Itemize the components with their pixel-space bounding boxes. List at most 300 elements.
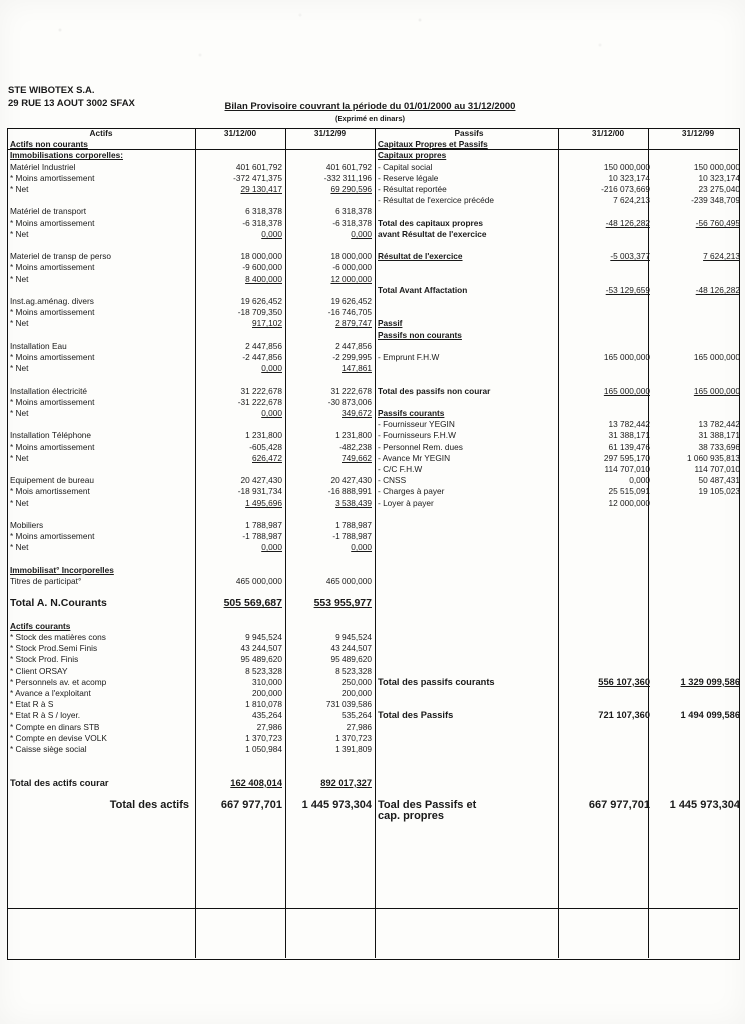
passifs-value-2: [653, 610, 743, 621]
passifs-value-1: 556 107,360: [598, 676, 650, 687]
table-row: [7, 733, 743, 744]
actifs-label: * Stock Prod.Semi Finis: [10, 643, 98, 654]
header-actifs-col2: 31/12/99: [313, 128, 347, 138]
passifs-value-2: 150 000,000: [693, 161, 740, 172]
passifs-value-2: 31 388,171: [698, 430, 740, 441]
passifs-label: [375, 688, 563, 699]
passifs-value-1: [563, 733, 653, 744]
passifs-value-1: [563, 565, 653, 576]
passifs-value-1: -216 073,669: [601, 184, 650, 195]
actifs-value-2: 20 427,430: [330, 475, 372, 486]
passifs-label: - Emprunt F.H.W: [378, 352, 440, 363]
actifs-value-1: 2 447,856: [245, 340, 282, 351]
passifs-value-1: 721 107,360: [598, 710, 650, 721]
passifs-value-1: [563, 274, 653, 285]
passifs-label: [375, 363, 563, 374]
passifs-label: [375, 654, 563, 665]
actifs-label: Installation Eau: [10, 340, 67, 351]
actifs-value-2: 0,000: [351, 228, 372, 239]
passifs-label: [375, 509, 563, 520]
actifs-value-1: 27,986: [256, 721, 282, 732]
actifs-value-2: 31 222,678: [330, 385, 372, 396]
header-passifs-col2: 31/12/99: [681, 128, 715, 138]
actifs-value-1: 8 400,000: [245, 273, 282, 284]
company-address: 29 RUE 13 AOUT 3002 SFAX: [8, 98, 135, 109]
actifs-value-1: 310,000: [252, 676, 282, 687]
table-row: [7, 352, 743, 363]
passifs-label: Total des passifs courants: [378, 676, 495, 687]
passifs-value-1: [563, 598, 653, 609]
passifs-value-2: [653, 341, 743, 352]
actifs-value-1: 0,000: [261, 363, 282, 374]
passifs-value-2: [653, 778, 743, 789]
passifs-value-2: [653, 139, 743, 150]
passifs-value-2: 7 624,213: [703, 251, 740, 262]
actifs-value-1: 0,000: [261, 542, 282, 553]
actifs-value-2: 892 017,327: [320, 777, 372, 788]
table-row: [7, 218, 743, 229]
passifs-value-2: 10 323,174: [698, 172, 740, 183]
actifs-value-2: -6 000,000: [332, 262, 372, 273]
passifs-total-label-line1: Toal des Passifs et: [378, 799, 477, 812]
actifs-value-2: [285, 554, 375, 565]
actifs-value-2: -332 311,196: [323, 172, 372, 183]
passifs-value-2: 1 329 099,586: [680, 676, 740, 687]
actifs-value-2: -16 746,705: [327, 307, 372, 318]
passifs-value-1: [563, 318, 653, 329]
passifs-value-2: [653, 755, 743, 766]
passifs-value-2: [653, 699, 743, 710]
passifs-value-1: 7 624,213: [613, 195, 650, 206]
actifs-value-1: [195, 150, 285, 161]
actifs-label: Actifs non courants: [10, 139, 88, 150]
actifs-value-2: 731 039,586: [325, 699, 372, 710]
actifs-value-1: 9 945,524: [245, 632, 282, 643]
actifs-label: * Net: [10, 228, 29, 239]
passifs-label: Total des Passifs: [378, 710, 454, 721]
passifs-value-2: [653, 206, 743, 217]
actifs-label: [7, 374, 195, 385]
passifs-label: [375, 722, 563, 733]
table-row: [7, 632, 743, 643]
actifs-label: * Caisse siège social: [10, 744, 87, 755]
table-row: [7, 386, 743, 397]
actifs-value-2: 0,000: [351, 542, 372, 553]
passifs-value-2: -48 126,282: [695, 284, 740, 295]
actifs-value-2: [285, 240, 375, 251]
actifs-label: [7, 509, 195, 520]
passifs-label: - Capital social: [378, 161, 433, 172]
table-row: [7, 173, 743, 184]
passifs-label: - CNSS: [378, 475, 407, 486]
actifs-label: * Etat R à S / loyer.: [10, 710, 81, 721]
actifs-value-1: [195, 374, 285, 385]
passifs-label: [375, 733, 563, 744]
passifs-label: [375, 610, 563, 621]
passifs-label: [375, 531, 563, 542]
passifs-label: Capitaux Propres et Passifs: [378, 139, 488, 150]
actifs-value-2: 69 290,596: [330, 184, 372, 195]
actifs-value-1: 401 601,792: [235, 161, 282, 172]
passifs-value-1: -5 003,377: [610, 251, 650, 262]
actifs-value-1: -9 600,000: [242, 262, 282, 273]
passifs-value-1: 13 782,442: [608, 419, 650, 430]
table-row: [7, 184, 743, 195]
passifs-value-2: 114 707,010: [694, 464, 740, 475]
actifs-value-2: [285, 374, 375, 385]
actifs-value-2: 95 489,620: [330, 654, 372, 665]
passifs-value-2: [653, 229, 743, 240]
passifs-label: [375, 262, 563, 273]
actifs-value-2: 147,861: [342, 363, 372, 374]
passifs-value-2: [653, 374, 743, 385]
actifs-value-1: -18 931,734: [237, 486, 282, 497]
actifs-label: * Moins amortissement: [10, 396, 95, 407]
passifs-label: [375, 744, 563, 755]
passifs-total-v1: 667 977,701: [588, 799, 650, 812]
actifs-value-1: [195, 464, 285, 475]
passifs-value-1: [563, 307, 653, 318]
actifs-value-1: -605,428: [249, 441, 282, 452]
actifs-value-2: [285, 330, 375, 341]
passifs-value-1: [563, 610, 653, 621]
passifs-value-1: [563, 643, 653, 654]
passifs-value-2: [653, 576, 743, 587]
actifs-value-1: 435,264: [252, 710, 282, 721]
passifs-value-1: [563, 576, 653, 587]
passifs-label: - Avance Mr YEGIN: [378, 452, 451, 463]
actifs-value-1: [195, 195, 285, 206]
table-row: [7, 251, 743, 262]
scan-speckle: [0, 0, 745, 80]
actifs-value-2: -6 318,378: [332, 217, 372, 228]
table-row: [7, 206, 743, 217]
passifs-value-2: [653, 621, 743, 632]
table-row: [7, 195, 743, 206]
passifs-value-2: [653, 498, 743, 509]
actifs-label: Total des actifs courar: [10, 777, 109, 788]
passifs-value-1: [563, 621, 653, 632]
actifs-label: * Stock Prod. Finis: [10, 654, 79, 665]
actifs-value-1: 6 318,378: [245, 206, 282, 217]
actifs-label: * Moins amortissement: [10, 531, 95, 542]
actifs-label: Mobiliers: [10, 520, 44, 531]
passifs-label: [375, 621, 563, 632]
actifs-value-1: [195, 240, 285, 251]
actifs-value-1: [195, 139, 285, 150]
actifs-label: * Net: [10, 184, 29, 195]
table-row: [7, 766, 743, 777]
passifs-label: [375, 565, 563, 576]
table-row: [7, 150, 743, 161]
actifs-value-1: 20 427,430: [240, 475, 282, 486]
actifs-value-2: [285, 419, 375, 430]
table-row: [7, 464, 743, 475]
actifs-label: * Compte en dinars STB: [10, 721, 100, 732]
passifs-value-2: 23 275,040: [698, 184, 740, 195]
passifs-label: Capitaux propres: [378, 150, 447, 161]
passifs-label: [375, 520, 563, 531]
actifs-value-1: 1 231,800: [245, 430, 282, 441]
passifs-value-2: -56 760,495: [695, 217, 740, 228]
actifs-label: * Net: [10, 542, 29, 553]
actifs-value-2: 200,000: [342, 688, 372, 699]
actifs-value-1: 1 050,984: [245, 744, 282, 755]
actifs-value-1: 1 788,987: [245, 520, 282, 531]
actifs-value-2: -482,238: [339, 441, 372, 452]
header-actifs-col1: 31/12/00: [223, 128, 257, 138]
passifs-value-2: [653, 307, 743, 318]
passifs-value-1: [563, 554, 653, 565]
passifs-value-2: -239 348,709: [691, 195, 740, 206]
passifs-value-1: [563, 240, 653, 251]
table-row: [7, 330, 743, 341]
passifs-value-2: [653, 363, 743, 374]
actifs-value-2: 9 945,524: [335, 632, 372, 643]
actifs-total-v1: 667 977,701: [220, 799, 282, 812]
actifs-label: * Moins amortissement: [10, 307, 95, 318]
table-row: [7, 565, 743, 576]
passifs-value-1: 0,000: [629, 475, 650, 486]
table-row: [7, 318, 743, 329]
actifs-label: * Personnels av. et acomp: [10, 676, 107, 687]
actifs-label: * Mois amortissement: [10, 486, 90, 497]
passifs-value-2: [653, 733, 743, 744]
passifs-value-2: [653, 744, 743, 755]
actifs-value-1: 95 489,620: [240, 654, 282, 665]
passifs-label: - C/C F.H.W: [378, 464, 423, 475]
passifs-label: - Charges à payer: [378, 486, 445, 497]
actifs-label: * Net: [10, 497, 29, 508]
passifs-label: [375, 206, 563, 217]
passifs-value-2: 19 105,023: [698, 486, 740, 497]
passifs-value-2: [653, 643, 743, 654]
table-row: [7, 475, 743, 486]
actifs-value-1: 505 569,687: [223, 597, 282, 610]
passifs-label: [375, 274, 563, 285]
table-row: [7, 542, 743, 553]
actifs-value-1: 43 244,507: [240, 643, 282, 654]
passifs-label: [375, 240, 563, 251]
table-row: [7, 755, 743, 766]
table-row: [7, 666, 743, 677]
actifs-label: * Client ORSAY: [10, 665, 68, 676]
passifs-value-1: [563, 150, 653, 161]
passifs-value-2: 1 060 935,813: [686, 452, 740, 463]
table-row: [7, 744, 743, 755]
passifs-label: - Loyer à payer: [378, 497, 434, 508]
actifs-value-2: 19 626,452: [330, 296, 372, 307]
actifs-value-2: -30 873,006: [327, 396, 372, 407]
passifs-label: Passifs courants: [378, 408, 445, 419]
actifs-label: [7, 766, 195, 777]
actifs-label: Equipement de bureau: [10, 475, 94, 486]
actifs-value-2: 43 244,507: [330, 643, 372, 654]
passifs-value-1: [563, 229, 653, 240]
table-row: [7, 363, 743, 374]
passifs-label: [375, 666, 563, 677]
actifs-value-2: 8 523,328: [335, 665, 372, 676]
grand-total-row: [7, 800, 743, 822]
actifs-label: * Net: [10, 452, 29, 463]
passifs-value-1: [563, 654, 653, 665]
actifs-label: Immobilisat° Incorporelles: [10, 564, 114, 575]
header-passifs-col1: 31/12/00: [591, 128, 625, 138]
passifs-label: Total Avant Affactation: [378, 284, 468, 295]
actifs-value-1: 0,000: [261, 408, 282, 419]
passifs-value-1: -53 129,659: [605, 284, 650, 295]
table-row: [7, 643, 743, 654]
actifs-label: * Net: [10, 363, 29, 374]
actifs-value-2: 1 391,809: [335, 744, 372, 755]
actifs-value-2: [285, 621, 375, 632]
actifs-label: * Moins amortissement: [10, 172, 95, 183]
passifs-value-1: 165 000,000: [603, 352, 650, 363]
actifs-value-2: [285, 610, 375, 621]
actifs-label: [7, 554, 195, 565]
actifs-label: [7, 240, 195, 251]
passifs-value-2: [653, 274, 743, 285]
passifs-value-1: [563, 520, 653, 531]
passifs-label: - Résultat de l'exercice précéde: [378, 195, 494, 206]
actifs-value-2: [285, 285, 375, 296]
table-row: [7, 162, 743, 173]
table-row: [7, 722, 743, 733]
actifs-value-2: -16 888,991: [327, 486, 372, 497]
company-header: [8, 84, 135, 110]
passifs-total-label: [375, 800, 563, 822]
passifs-value-1: [563, 296, 653, 307]
actifs-value-2: 250,000: [342, 676, 372, 687]
passifs-value-1: [563, 206, 653, 217]
passifs-value-2: [653, 688, 743, 699]
actifs-label: Installation électricité: [10, 385, 88, 396]
passifs-value-2: [653, 531, 743, 542]
passifs-label: [375, 587, 563, 598]
actifs-value-1: 465 000,000: [235, 576, 282, 587]
passifs-value-1: 10 323,174: [608, 172, 650, 183]
actifs-label: * Etat R à S: [10, 699, 54, 710]
actifs-value-2: -1 788,987: [332, 531, 372, 542]
passifs-label: [375, 554, 563, 565]
actifs-value-1: [195, 621, 285, 632]
table-row: [7, 341, 743, 352]
passifs-value-2: [653, 598, 743, 609]
actifs-value-2: 6 318,378: [335, 206, 372, 217]
passifs-label: [375, 766, 563, 777]
actifs-label: * Net: [10, 273, 29, 284]
table-row: [7, 430, 743, 441]
passifs-label: - Reserve légale: [378, 172, 439, 183]
actifs-value-2: 553 955,977: [313, 597, 372, 610]
passifs-value-1: -48 126,282: [605, 217, 650, 228]
table-row: [7, 374, 743, 385]
header-passifs: Passifs: [454, 128, 484, 138]
passifs-label: [375, 542, 563, 553]
actifs-label: Actifs courants: [10, 620, 71, 631]
passifs-value-2: [653, 654, 743, 665]
actifs-value-1: 1 495,696: [245, 497, 282, 508]
passifs-label: [375, 296, 563, 307]
actifs-value-1: 29 130,417: [240, 184, 282, 195]
actifs-value-1: [195, 330, 285, 341]
passifs-value-1: 150 000,000: [603, 161, 650, 172]
passifs-value-1: 31 388,171: [608, 430, 650, 441]
passifs-value-1: [563, 363, 653, 374]
passifs-value-2: [653, 509, 743, 520]
passifs-label: [375, 598, 563, 609]
actifs-label: * Avance a l'exploitant: [10, 688, 91, 699]
actifs-label: [7, 195, 195, 206]
actifs-value-1: 626,472: [252, 452, 282, 463]
passifs-value-1: [563, 374, 653, 385]
actifs-value-2: -2 299,995: [332, 352, 372, 363]
passifs-label: [375, 643, 563, 654]
table-row: [7, 587, 743, 598]
actifs-label: Installation Téléphone: [10, 430, 92, 441]
document-title: Bilan Provisoire couvrant la période du 01/01/2000 au 31/12/2000: [224, 101, 516, 112]
header-actifs: Actifs: [89, 128, 113, 138]
passifs-value-1: 12 000,000: [608, 497, 650, 508]
passifs-value-1: 114 707,010: [604, 464, 650, 475]
actifs-label: Titres de participat°: [10, 576, 82, 587]
passifs-value-2: [653, 296, 743, 307]
table-row: [7, 397, 743, 408]
actifs-label: Materiel de transp de perso: [10, 251, 112, 262]
actifs-label: [7, 419, 195, 430]
passifs-value-1: [563, 632, 653, 643]
passifs-value-1: [563, 666, 653, 677]
actifs-value-1: [195, 419, 285, 430]
passifs-label: Passif: [378, 318, 403, 329]
passifs-value-1: [563, 341, 653, 352]
actifs-label: * Compte en devise VOLK: [10, 732, 107, 743]
table-header-row: [7, 128, 743, 139]
actifs-value-1: -372 471,375: [233, 172, 282, 183]
passifs-total-v2: 1 445 973,304: [669, 799, 740, 812]
actifs-value-1: -18 709,350: [237, 307, 282, 318]
passifs-label: [375, 778, 563, 789]
actifs-value-1: 1 370,723: [245, 732, 282, 743]
actifs-value-1: -1 788,987: [242, 531, 282, 542]
passifs-label: avant Résultat de l'exercice: [378, 228, 487, 239]
passifs-value-1: [563, 531, 653, 542]
table-row: [7, 688, 743, 699]
passifs-value-1: [563, 778, 653, 789]
actifs-value-1: [195, 766, 285, 777]
table-row: [7, 229, 743, 240]
table-row: [7, 419, 743, 430]
actifs-label: [7, 285, 195, 296]
actifs-label: * Moins amortissement: [10, 441, 95, 452]
balance-sheet-table: [7, 128, 743, 822]
passifs-label: Passifs non courants: [378, 329, 462, 340]
passifs-value-2: [653, 408, 743, 419]
passifs-value-2: [653, 542, 743, 553]
table-row: [7, 296, 743, 307]
passifs-value-2: 1 494 099,586: [680, 710, 740, 721]
actifs-label: [7, 464, 195, 475]
actifs-value-1: [195, 755, 285, 766]
passifs-total-label-line2: cap. propres: [378, 810, 445, 823]
passifs-label: [375, 699, 563, 710]
company-name: STE WIBOTEX S.A.: [8, 85, 95, 96]
footer-rule: [7, 908, 738, 909]
passifs-value-2: [653, 666, 743, 677]
actifs-value-1: -2 447,856: [242, 352, 282, 363]
table-row: [7, 610, 743, 621]
actifs-label: * Moins amortissement: [10, 352, 95, 363]
